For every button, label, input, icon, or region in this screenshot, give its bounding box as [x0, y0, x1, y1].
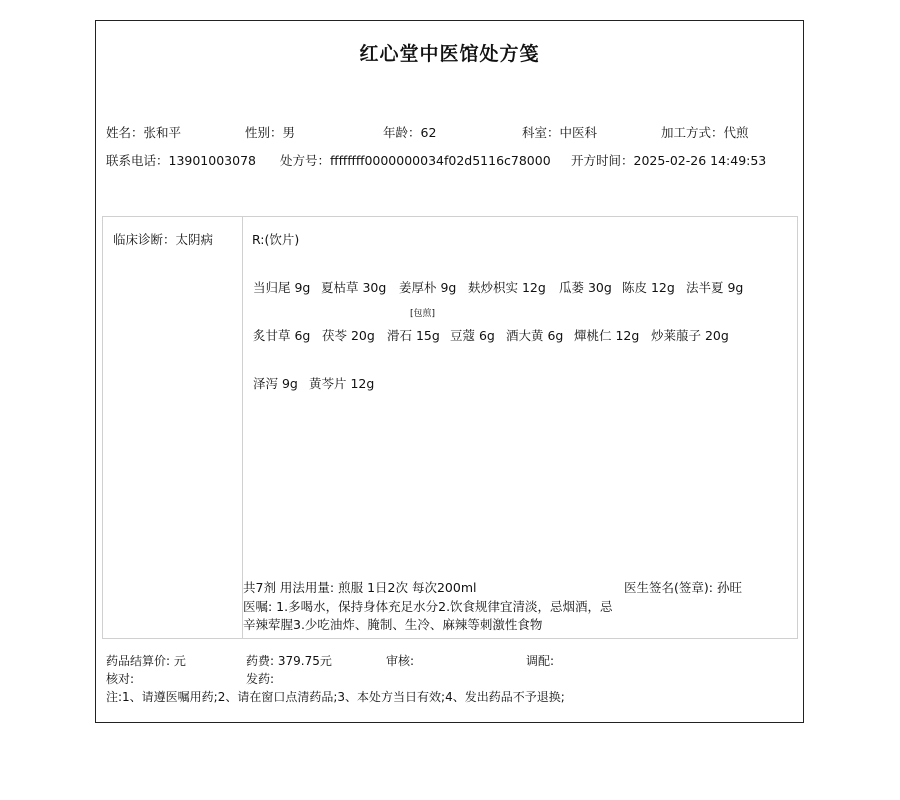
herb-item: 麸炒枳实 12g	[468, 280, 546, 295]
patient-age: 年龄：62	[383, 125, 437, 140]
drug-fee: 药费: 379.75元	[246, 654, 332, 668]
patient-gender: 性别：男	[245, 125, 296, 140]
herb-item: 法半夏 9g	[686, 280, 744, 295]
herb-item: 夏枯草 30g	[321, 280, 387, 295]
department: 科室：中医科	[522, 125, 598, 140]
check-field: 核对:	[106, 672, 135, 686]
contact-phone: 联系电话：13901003078	[106, 153, 256, 168]
document-title: 红心堂中医馆处方笺	[359, 43, 540, 65]
medical-advice-line-2: 辛辣荤腥3.少吃油炸、腌制、生冷、麻辣等刺激性食物	[243, 617, 543, 632]
drug-settlement-price: 药品结算价: 元	[106, 654, 186, 668]
clinical-diagnosis: 临床诊断：太阴病	[113, 232, 214, 247]
rx-heading: R:(饮片)	[252, 232, 300, 247]
prescription-box	[102, 216, 798, 639]
medical-advice-line-1: 医嘱: 1.多喝水，保持身体充足水分2.饮食规律宜清淡，忌烟酒，忌	[243, 599, 613, 614]
usage-dosage: 共7剂 用法用量: 煎服 1日2次 每次200ml	[243, 580, 477, 595]
column-divider	[242, 217, 243, 638]
prescription-time: 开方时间：2025-02-26 14:49:53	[571, 153, 767, 168]
footer-notes: 注:1、请遵医嘱用药;2、请在窗口点清药品;3、本处方当日有效;4、发出药品不予退换;	[106, 690, 565, 704]
herb-item: 酒大黄 6g	[506, 328, 564, 343]
herb-item: 茯苓 20g	[322, 328, 375, 343]
herb-item: 炒莱菔子 20g	[651, 328, 729, 343]
doctor-signature: 医生签名(签章): 孙旺	[624, 580, 742, 595]
issue-field: 发药:	[246, 672, 275, 686]
herb-item: 燀桃仁 12g	[574, 328, 640, 343]
herb-item: 姜厚朴 9g	[399, 280, 457, 295]
herb-item: 泽泻 9g	[253, 376, 298, 391]
patient-name: 姓名：张和平	[106, 125, 182, 140]
herb-item: 滑石 15g	[387, 328, 440, 343]
herb-decoction-note: [包煎]	[410, 309, 436, 319]
herb-item: 瓜蒌 30g	[559, 280, 612, 295]
herb-item: 炙甘草 6g	[253, 328, 311, 343]
processing-method: 加工方式：代煎	[661, 125, 749, 140]
herb-item: 陈皮 12g	[622, 280, 675, 295]
dispense-field: 调配:	[526, 654, 555, 668]
prescription-number: 处方号：ffffffff0000000034f02d5116c78000	[280, 153, 551, 168]
prescription-sheet	[95, 20, 804, 723]
herb-item: 黄芩片 12g	[309, 376, 375, 391]
herb-item: 当归尾 9g	[253, 280, 311, 295]
herb-item: 豆蔻 6g	[450, 328, 495, 343]
review-field: 审核:	[386, 654, 415, 668]
